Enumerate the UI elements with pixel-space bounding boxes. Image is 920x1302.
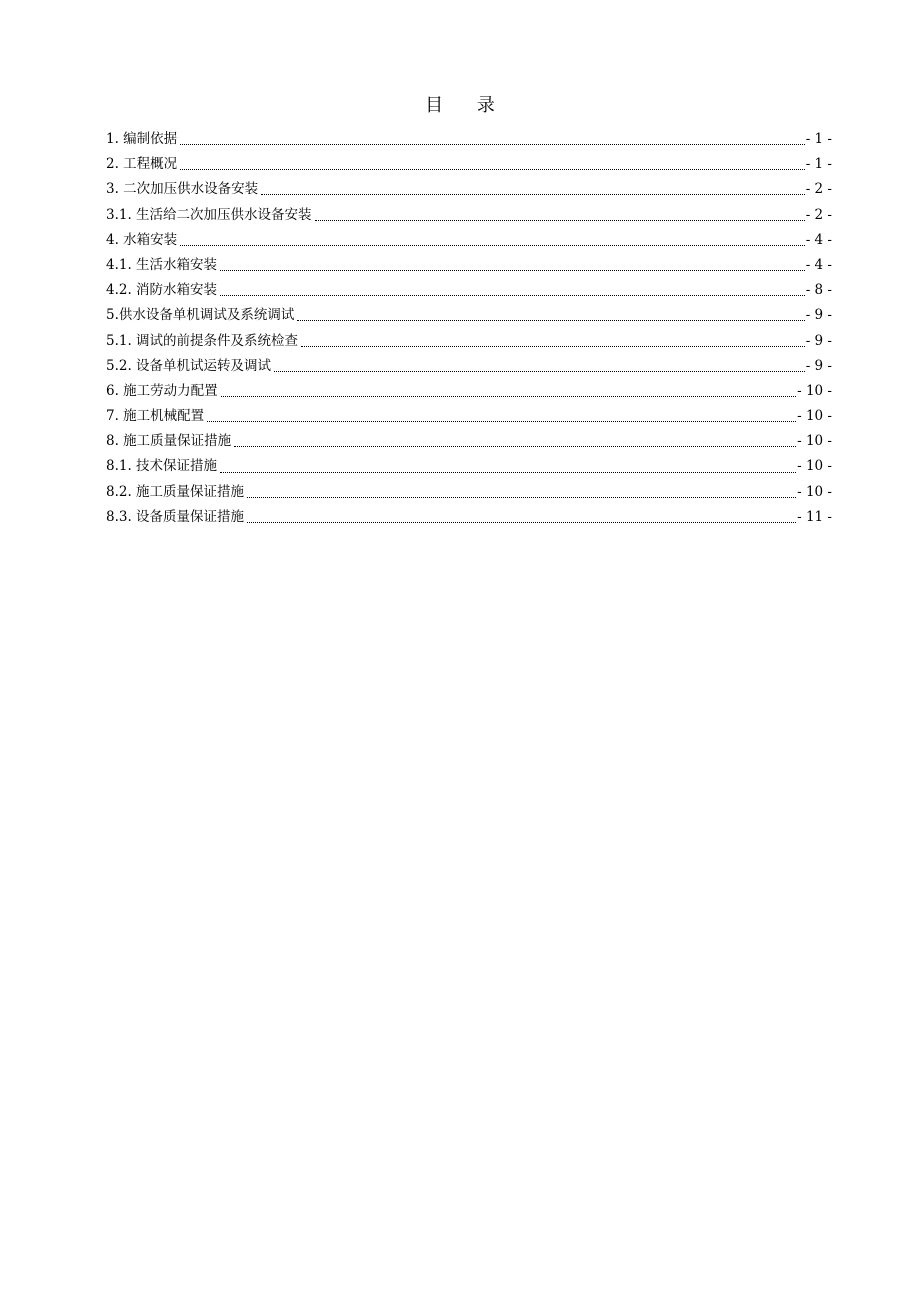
toc-title: 目 录 bbox=[425, 95, 509, 116]
toc-dot-leader bbox=[274, 370, 805, 372]
toc-entry[interactable] bbox=[106, 354, 832, 379]
toc-entry[interactable] bbox=[106, 203, 832, 228]
toc-entry-label: 4.2. 消防水箱安装 bbox=[106, 282, 218, 299]
toc-list bbox=[106, 127, 832, 530]
toc-dot-leader bbox=[220, 471, 796, 473]
toc-entry[interactable] bbox=[106, 278, 832, 303]
toc-entry-label: 3.1. 生活给二次加压供水设备安装 bbox=[106, 206, 312, 223]
toc-entry-page: - 2 - bbox=[805, 181, 832, 198]
toc-entry-page: - 9 - bbox=[805, 307, 832, 324]
toc-entry-label: 3. 二次加压供水设备安装 bbox=[106, 181, 259, 198]
toc-entry-page: - 10 - bbox=[797, 382, 832, 399]
toc-entry-page: - 1 - bbox=[805, 156, 832, 173]
toc-dot-leader bbox=[315, 219, 805, 221]
toc-entry-label: 7. 施工机械配置 bbox=[106, 408, 205, 425]
toc-entry-page: - 9 - bbox=[805, 357, 832, 374]
toc-entry-page: - 9 - bbox=[805, 332, 832, 349]
toc-entry[interactable] bbox=[106, 253, 832, 278]
toc-entry-page: - 1 - bbox=[805, 131, 832, 147]
toc-dot-leader bbox=[180, 244, 805, 246]
toc-entry[interactable] bbox=[106, 152, 832, 177]
toc-entry[interactable] bbox=[106, 177, 832, 202]
toc-entry[interactable] bbox=[106, 303, 832, 328]
toc-dot-leader bbox=[297, 319, 804, 321]
toc-dot-leader bbox=[220, 294, 805, 296]
toc-entry-page: - 10 - bbox=[797, 433, 832, 450]
toc-entry-label: 5.2. 设备单机试运转及调试 bbox=[106, 357, 272, 374]
toc-entry-page: - 4 - bbox=[805, 256, 832, 273]
toc-entry-label: 8.2. 施工质量保证措施 bbox=[106, 483, 245, 500]
toc-entry-page: - 10 - bbox=[797, 458, 832, 475]
toc-entry-page: - 11 - bbox=[797, 508, 832, 525]
toc-dot-leader bbox=[180, 143, 805, 145]
toc-dot-leader bbox=[234, 445, 796, 447]
toc-entry-label: 8. 施工质量保证措施 bbox=[106, 433, 232, 450]
toc-entry-page: - 4 - bbox=[805, 231, 832, 248]
toc-entry-page: - 8 - bbox=[805, 282, 832, 299]
toc-entry-page: - 10 - bbox=[797, 408, 832, 425]
toc-entry-label: 4. 水箱安装 bbox=[106, 231, 178, 248]
toc-entry[interactable] bbox=[106, 404, 832, 429]
toc-entry-label: 8.3. 设备质量保证措施 bbox=[106, 508, 245, 525]
toc-dot-leader bbox=[301, 345, 805, 347]
toc-entry-page: - 10 - bbox=[797, 483, 832, 500]
toc-entry-label: 2. 工程概况 bbox=[106, 156, 178, 173]
toc-entry[interactable] bbox=[106, 429, 832, 454]
toc-entry[interactable] bbox=[106, 329, 832, 354]
toc-entry-label: 5.供水设备单机调试及系统调试 bbox=[106, 307, 295, 324]
toc-dot-leader bbox=[180, 168, 805, 170]
toc-entry[interactable] bbox=[106, 379, 832, 404]
toc-dot-leader bbox=[247, 496, 796, 498]
toc-entry-page: - 2 - bbox=[805, 206, 832, 223]
toc-entry-label: 1. 编制依据 bbox=[106, 131, 178, 147]
toc-entry[interactable] bbox=[106, 505, 832, 530]
toc-dot-leader bbox=[220, 269, 805, 271]
toc-entry[interactable] bbox=[106, 480, 832, 505]
toc-entry-label: 5.1. 调试的前提条件及系统检查 bbox=[106, 332, 299, 349]
toc-entry[interactable] bbox=[106, 127, 832, 152]
toc-entry-label: 6. 施工劳动力配置 bbox=[106, 382, 218, 399]
toc-entry[interactable] bbox=[106, 454, 832, 479]
toc-dot-leader bbox=[221, 395, 796, 397]
toc-entry-label: 8.1. 技术保证措施 bbox=[106, 458, 218, 475]
toc-entry[interactable] bbox=[106, 228, 832, 253]
toc-dot-leader bbox=[261, 193, 805, 195]
toc-dot-leader bbox=[207, 420, 796, 422]
toc-dot-leader bbox=[247, 521, 796, 523]
toc-entry-label: 4.1. 生活水箱安装 bbox=[106, 256, 218, 273]
